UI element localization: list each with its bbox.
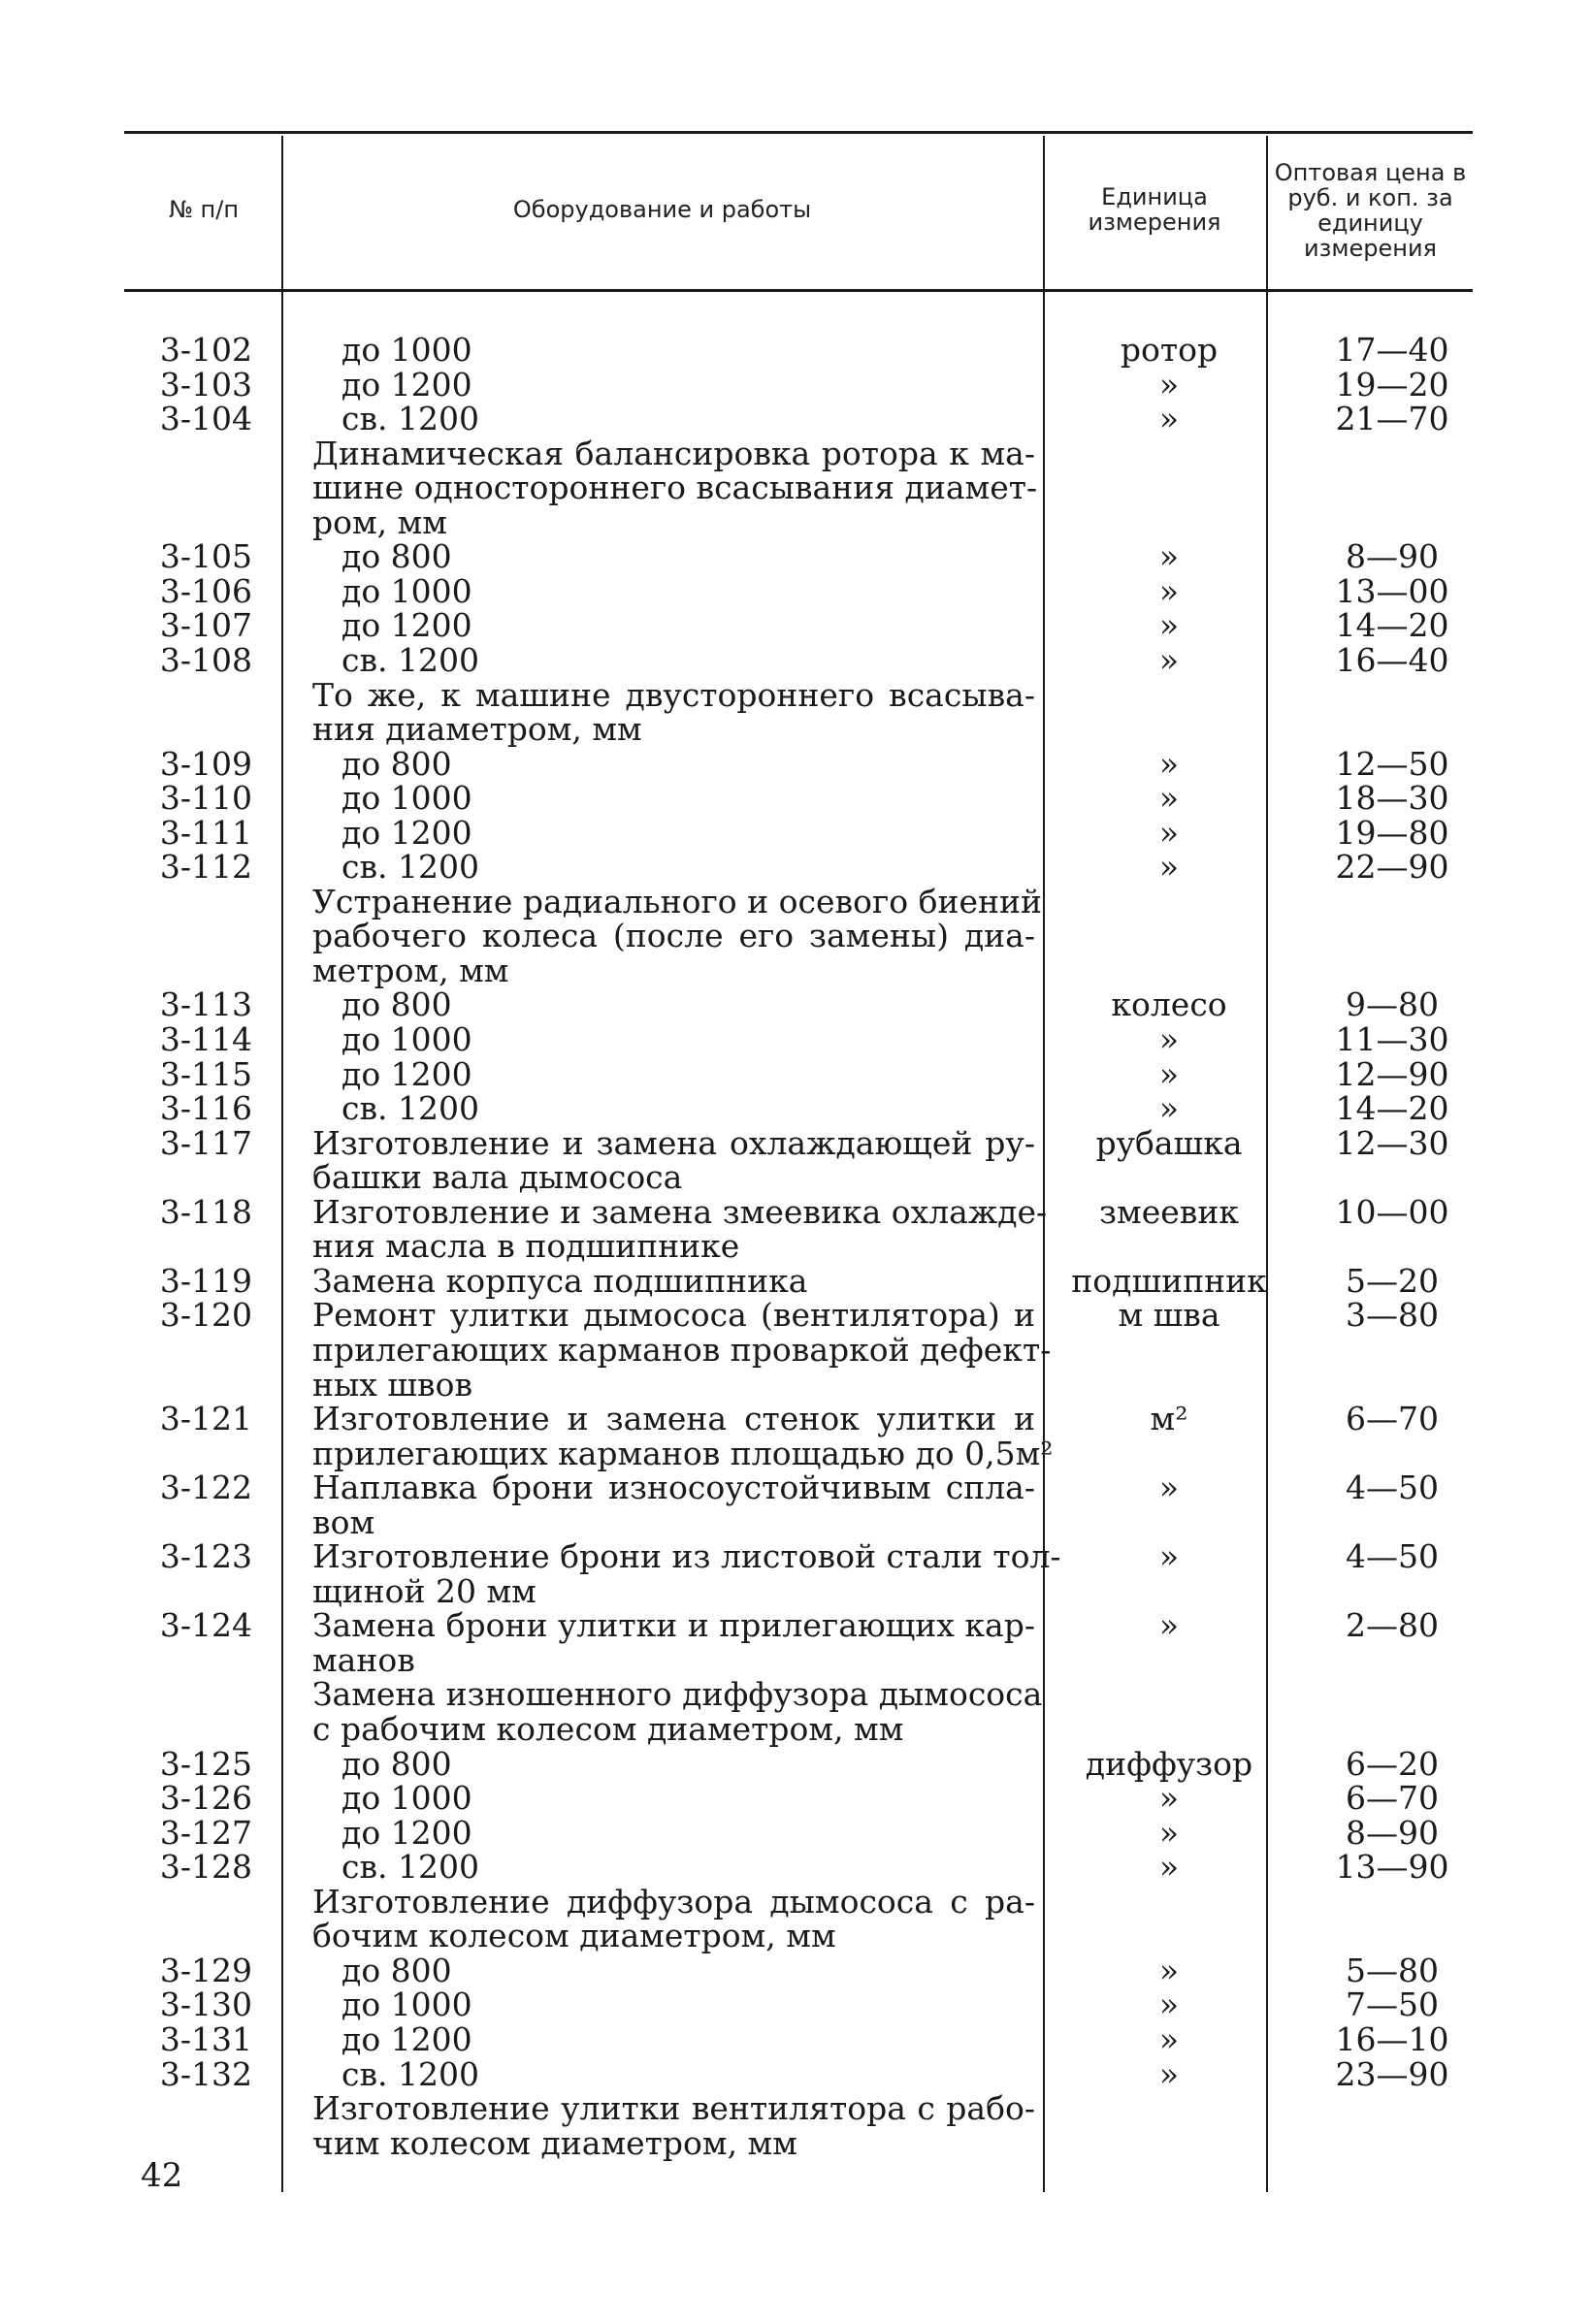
row-number: 3-110	[159, 779, 252, 817]
table-row	[0, 2057, 1593, 2091]
row-description: То же, к машине двустороннего всасыва-	[312, 676, 1035, 714]
row-number: 3-128	[159, 1848, 252, 1886]
table-row	[0, 781, 1593, 815]
table-row	[0, 436, 1593, 470]
row-number: 3-109	[159, 745, 252, 783]
row-number: 3-124	[159, 1606, 252, 1644]
row-unit: »	[1158, 400, 1180, 437]
row-description: вом	[312, 1503, 375, 1541]
row-description: Динамическая балансировка ротора к ма-	[312, 435, 1035, 472]
row-price: 14—20	[1335, 1089, 1449, 1127]
row-number: 3-107	[159, 606, 252, 644]
row-number: 3-115	[159, 1055, 252, 1093]
row-price: 12—90	[1335, 1055, 1449, 1093]
page-number: 42	[141, 2156, 183, 2195]
table-row	[0, 712, 1593, 746]
row-price: 5—80	[1346, 1952, 1439, 1989]
table-row	[0, 1608, 1593, 1642]
row-number: 3-121	[159, 1400, 252, 1437]
row-price: 18—30	[1335, 779, 1449, 817]
row-number: 3-104	[159, 400, 252, 437]
row-description: Изготовление брони из листовой стали тол-	[312, 1537, 1061, 1575]
row-description: до 1000	[341, 572, 472, 610]
row-description: до 800	[341, 1745, 452, 1783]
table-row	[0, 574, 1593, 608]
table-row	[0, 1677, 1593, 1711]
table-row	[0, 1470, 1593, 1504]
row-number: 3-108	[159, 641, 252, 679]
table-row	[0, 333, 1593, 367]
row-price: 16—40	[1335, 641, 1449, 679]
row-price: 6—70	[1346, 1779, 1439, 1817]
table-row	[0, 1298, 1593, 1332]
row-unit: »	[1158, 1537, 1180, 1575]
row-description: св. 1200	[341, 641, 480, 679]
table-row	[0, 1333, 1593, 1367]
row-unit: »	[1158, 1985, 1180, 2023]
row-price: 22—90	[1335, 848, 1449, 886]
row-description: св. 1200	[341, 2055, 480, 2093]
row-price: 19—20	[1335, 366, 1449, 403]
row-price: 8—90	[1346, 1814, 1439, 1852]
row-description: Ремонт улитки дымососа (вентилятора) и	[312, 1296, 1035, 1334]
row-number: 3-131	[159, 2020, 252, 2058]
row-number: 3-127	[159, 1814, 252, 1852]
row-description: Устранение радиального и осевого биений	[312, 883, 1042, 920]
table-row	[0, 1229, 1593, 1263]
table-row	[0, 1368, 1593, 1402]
row-number: 3-126	[159, 1779, 252, 1817]
row-number: 3-114	[159, 1020, 252, 1058]
row-unit: »	[1158, 1055, 1180, 1093]
table-row	[0, 1022, 1593, 1056]
row-number: 3-117	[159, 1124, 252, 1162]
row-price: 3—80	[1346, 1296, 1439, 1334]
row-unit: диффузор	[1085, 1745, 1253, 1783]
row-price: 4—50	[1346, 1469, 1439, 1506]
row-description: Изготовление диффузора дымососа с ра-	[312, 1883, 1035, 1921]
row-description: до 1200	[341, 1814, 472, 1852]
row-price: 6—20	[1346, 1745, 1439, 1783]
row-description: до 1200	[341, 606, 472, 644]
table-row	[0, 850, 1593, 884]
table-row	[0, 608, 1593, 642]
table-row	[0, 505, 1593, 539]
table-row	[0, 368, 1593, 402]
row-unit: »	[1158, 366, 1180, 403]
table-row	[0, 1057, 1593, 1091]
row-description: до 1200	[341, 366, 472, 403]
row-unit: »	[1158, 2020, 1180, 2058]
row-unit: колесо	[1111, 985, 1227, 1023]
row-number: 3-116	[159, 1089, 252, 1127]
row-description: Замена брони улитки и прилегающих кар-	[312, 1606, 1035, 1644]
table-row	[0, 1643, 1593, 1677]
row-description: башки вала дымососа	[312, 1158, 683, 1196]
header-number: № п/п	[168, 196, 240, 223]
table-row	[0, 1195, 1593, 1229]
table-row	[0, 1126, 1593, 1160]
table-row	[0, 1160, 1593, 1194]
row-number: 3-111	[159, 814, 252, 852]
header-equipment: Оборудование и работы	[512, 196, 812, 223]
row-price: 13—90	[1335, 1848, 1449, 1886]
row-description: до 1200	[341, 2020, 472, 2058]
table-row	[0, 2126, 1593, 2160]
row-description: ных швов	[312, 1366, 473, 1404]
row-unit: ротор	[1120, 331, 1219, 369]
row-description: до 1000	[341, 779, 472, 817]
row-description: чим колесом диаметром, мм	[312, 2124, 797, 2162]
row-unit: подшипник	[1071, 1262, 1267, 1300]
row-price: 14—20	[1335, 606, 1449, 644]
row-unit: »	[1158, 537, 1180, 575]
table-row	[0, 1539, 1593, 1573]
row-price: 19—80	[1335, 814, 1449, 852]
row-description: до 1200	[341, 814, 472, 852]
header-bottom-rule	[124, 289, 1473, 292]
row-number: 3-119	[159, 1262, 252, 1300]
table-row	[0, 1953, 1593, 1987]
row-description: до 800	[341, 537, 452, 575]
row-description: ния диаметром, мм	[312, 710, 642, 748]
row-description: до 800	[341, 1952, 452, 1989]
row-price: 2—80	[1346, 1606, 1439, 1644]
row-price: 9—80	[1346, 985, 1439, 1023]
row-price: 6—70	[1346, 1400, 1439, 1437]
row-number: 3-123	[159, 1537, 252, 1575]
row-description: до 1200	[341, 1055, 472, 1093]
table-row	[0, 885, 1593, 919]
row-unit: »	[1158, 572, 1180, 610]
table-row	[0, 1505, 1593, 1539]
table-row	[0, 1436, 1593, 1470]
row-unit: »	[1158, 1469, 1180, 1506]
row-description: св. 1200	[341, 848, 480, 886]
row-description: ром, мм	[312, 503, 447, 541]
row-unit: »	[1158, 606, 1180, 644]
row-unit: »	[1158, 814, 1180, 852]
table-row	[0, 987, 1593, 1021]
table-row	[0, 643, 1593, 677]
row-description: Изготовление улитки вентилятора с рабо-	[312, 2089, 1035, 2127]
table-row	[0, 1574, 1593, 1608]
row-number: 3-105	[159, 537, 252, 575]
row-description: рабочего колеса (после его замены) диа-	[312, 917, 1035, 954]
row-unit: м²	[1150, 1400, 1188, 1437]
row-price: 12—30	[1335, 1124, 1449, 1162]
row-number: 3-132	[159, 2055, 252, 2093]
row-price: 17—40	[1335, 331, 1449, 369]
table-row	[0, 1264, 1593, 1298]
row-description: до 800	[341, 745, 452, 783]
table-row	[0, 816, 1593, 850]
header-price: Оптовая цена в руб. и коп. за единицу измерения	[1274, 159, 1467, 262]
row-unit: »	[1158, 1952, 1180, 1989]
row-description: Замена изношенного диффузора дымососа	[312, 1675, 1043, 1713]
table-row	[0, 2022, 1593, 2056]
row-number: 3-103	[159, 366, 252, 403]
row-price: 11—30	[1335, 1020, 1449, 1058]
table-row	[0, 919, 1593, 952]
row-description: Изготовление и замена охлаждающей ру-	[312, 1124, 1035, 1162]
table-row	[0, 1712, 1593, 1746]
row-price: 21—70	[1335, 400, 1449, 437]
row-price: 5—20	[1346, 1262, 1439, 1300]
table-row	[0, 953, 1593, 987]
row-description: прилегающих карманов проваркой дефект-	[312, 1331, 1052, 1369]
row-unit: »	[1158, 1814, 1180, 1852]
row-description: св. 1200	[341, 1089, 480, 1127]
row-description: Изготовление и замена стенок улитки и	[312, 1400, 1035, 1437]
table-row	[0, 1816, 1593, 1850]
row-description: до 1000	[341, 331, 472, 369]
table-row	[0, 402, 1593, 436]
row-number: 3-120	[159, 1296, 252, 1334]
row-description: Наплавка брони износоустойчивым спла-	[312, 1469, 1035, 1506]
row-price: 7—50	[1346, 1985, 1439, 2023]
row-unit: змеевик	[1099, 1193, 1239, 1231]
header-unit: Единица измерения	[1088, 183, 1221, 236]
table-row	[0, 1781, 1593, 1815]
table-row	[0, 747, 1593, 781]
row-unit: »	[1158, 1779, 1180, 1817]
table-row	[0, 1919, 1593, 1953]
row-number: 3-106	[159, 572, 252, 610]
table-row	[0, 1402, 1593, 1436]
row-description: до 1000	[341, 1020, 472, 1058]
row-price: 23—90	[1335, 2055, 1449, 2093]
row-description: с рабочим колесом диаметром, мм	[312, 1710, 904, 1748]
table-row	[0, 1747, 1593, 1781]
row-description: Изготовление и замена змеевика охлажде-	[312, 1193, 1048, 1231]
row-number: 3-130	[159, 1985, 252, 2023]
row-number: 3-113	[159, 985, 252, 1023]
table-row	[0, 1091, 1593, 1125]
row-number: 3-129	[159, 1952, 252, 1989]
row-description: ния масла в подшипнике	[312, 1227, 740, 1265]
row-number: 3-122	[159, 1469, 252, 1506]
row-unit: »	[1158, 2055, 1180, 2093]
table-row	[0, 1885, 1593, 1919]
row-unit: »	[1158, 745, 1180, 783]
row-description: до 800	[341, 985, 452, 1023]
row-description: манов	[312, 1641, 415, 1679]
table-row	[0, 2091, 1593, 2125]
row-unit: »	[1158, 1089, 1180, 1127]
row-price: 16—10	[1335, 2020, 1449, 2058]
row-unit: »	[1158, 1020, 1180, 1058]
row-number: 3-112	[159, 848, 252, 886]
row-description: бочим колесом диаметром, мм	[312, 1917, 836, 1954]
row-price: 8—90	[1346, 537, 1439, 575]
row-description: до 1000	[341, 1779, 472, 1817]
row-description: щиной 20 мм	[312, 1572, 536, 1610]
row-description: прилегающих карманов площадью до 0,5м²	[312, 1435, 1054, 1472]
row-unit: рубашка	[1095, 1124, 1243, 1162]
row-description: метром, мм	[312, 952, 509, 989]
row-unit: »	[1158, 1848, 1180, 1886]
row-description: св. 1200	[341, 400, 480, 437]
table-top-rule	[124, 131, 1473, 134]
row-unit: м шва	[1118, 1296, 1220, 1334]
row-price: 10—00	[1335, 1193, 1449, 1231]
row-unit: »	[1158, 848, 1180, 886]
table-row	[0, 470, 1593, 504]
row-unit: »	[1158, 1606, 1180, 1644]
row-unit: »	[1158, 641, 1180, 679]
row-description: до 1000	[341, 1985, 472, 2023]
row-number: 3-118	[159, 1193, 252, 1231]
row-unit: »	[1158, 779, 1180, 817]
table-row	[0, 539, 1593, 573]
row-number: 3-125	[159, 1745, 252, 1783]
row-price: 12—50	[1335, 745, 1449, 783]
row-description: Замена корпуса подшипника	[312, 1262, 808, 1300]
row-price: 13—00	[1335, 572, 1449, 610]
row-number: 3-102	[159, 331, 252, 369]
row-description: шине одностороннего всасывания диамет-	[312, 468, 1038, 506]
table-row	[0, 1850, 1593, 1884]
row-description: св. 1200	[341, 1848, 480, 1886]
table-row	[0, 1987, 1593, 2021]
row-price: 4—50	[1346, 1537, 1439, 1575]
table-row	[0, 678, 1593, 712]
